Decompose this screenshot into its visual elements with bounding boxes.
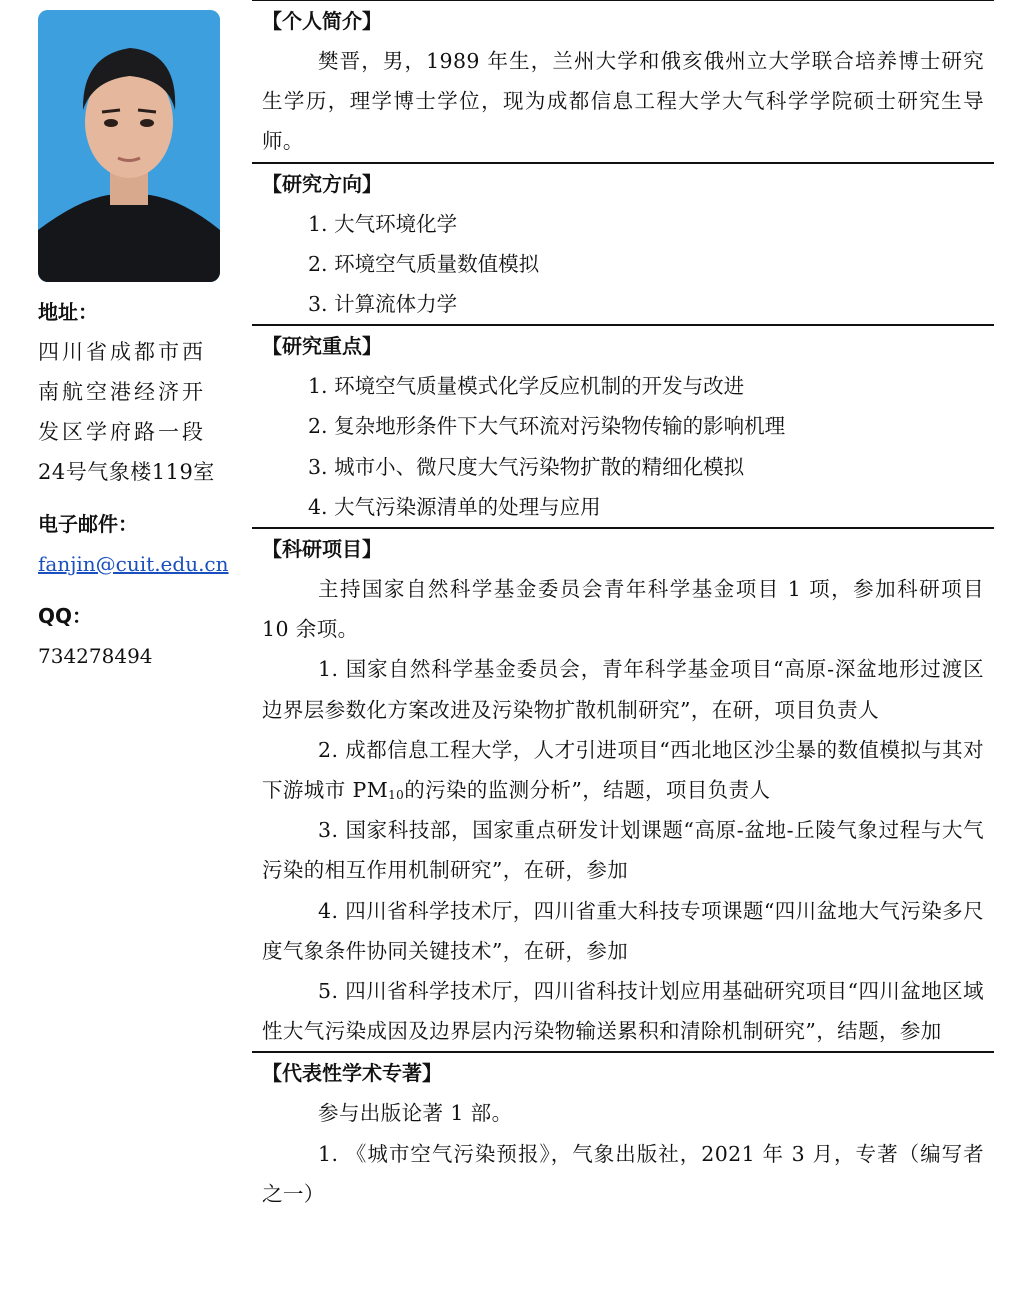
project-item: 5. 四川省科学技术厅，四川省科技计划应用基础研究项目“四川盆地区域性大气污染成因及边界层内污染物输送累积和清除机制研究”，结题，参加 xyxy=(262,979,984,1044)
address-line: 发区学府路一段 xyxy=(38,420,206,444)
project-text: 2. 成都信息工程大学，人才引进项目“西北地区沙尘暴的数值模拟与其对下游城市 PM xyxy=(262,737,984,803)
research-direction-section xyxy=(252,162,994,325)
projects-section xyxy=(252,527,994,1051)
monograph-item: 1. 《城市空气污染预报》，气象出版社，2021 年 3 月，专著（编写者之一） xyxy=(262,1141,984,1206)
address-label: 地址： xyxy=(38,300,98,324)
section-heading: 【研究方向】 xyxy=(262,171,382,196)
qq-number: 734278494 xyxy=(38,644,153,668)
section-heading: 【科研项目】 xyxy=(262,537,382,562)
list-item: 1. 环境空气质量模式化学反应机制的开发与改进 xyxy=(308,374,745,399)
section-heading: 【代表性学术专著】 xyxy=(262,1061,442,1086)
profile-section xyxy=(252,0,994,162)
address-line: 四川省成都市西 xyxy=(38,340,206,364)
section-heading: 【研究重点】 xyxy=(262,334,382,359)
email-label: 电子邮件： xyxy=(38,512,138,536)
address-line: 24号气象楼119室 xyxy=(38,460,215,484)
list-item: 3. 计算流体力学 xyxy=(308,292,458,317)
list-item: 1. 大气环境化学 xyxy=(308,211,458,236)
address-line: 南航空港经济开 xyxy=(38,380,206,404)
list-item: 3. 城市小、微尺度大气污染物扩散的精细化模拟 xyxy=(308,454,745,479)
list-item: 4. 大气污染源清单的处理与应用 xyxy=(308,494,601,519)
project-text: 的污染的监测分析”，结题，项目负责人 xyxy=(404,778,771,803)
main-content xyxy=(252,0,994,1214)
project-item: 3. 国家科技部，国家重点研发计划课题“高原-盆地-丘陵气象过程与大气污染的相互作用机制研究”，在研，参加 xyxy=(262,818,984,883)
list-item: 2. 复杂地形条件下大气环流对污染物传输的影响机理 xyxy=(308,414,786,439)
monographs-intro: 参与出版论著 1 部。 xyxy=(318,1101,513,1126)
subscript: 10 xyxy=(388,788,405,803)
projects-intro: 主持国家自然科学基金委员会青年科学基金项目 1 项，参加科研项目 10 余项。 xyxy=(262,577,984,642)
monographs-section xyxy=(252,1051,994,1214)
project-item xyxy=(252,730,994,810)
qq-label: QQ： xyxy=(38,604,93,628)
email-link[interactable]: fanjin@cuit.edu.cn xyxy=(38,552,229,576)
portrait-photo xyxy=(38,10,220,282)
sidebar xyxy=(38,10,228,676)
project-item: 1. 国家自然科学基金委员会，青年科学基金项目“高原-深盆地形过渡区边界层参数化方案改进及污染物扩散机制研究”，在研，项目负责人 xyxy=(262,657,984,722)
profile-text: 樊晋，男，1989 年生，兰州大学和俄亥俄州立大学联合培养博士研究生学历，理学博士学位，现为成都信息工程大学大气科学学院硕士研究生导师。 xyxy=(262,49,984,154)
section-heading: 【个人简介】 xyxy=(262,9,382,33)
list-item: 2. 环境空气质量数值模拟 xyxy=(308,251,540,276)
research-focus-section xyxy=(252,324,994,527)
project-item: 4. 四川省科学技术厅，四川省重大科技专项课题“四川盆地大气污染多尺度气象条件协同关键技术”，在研，参加 xyxy=(262,898,984,963)
